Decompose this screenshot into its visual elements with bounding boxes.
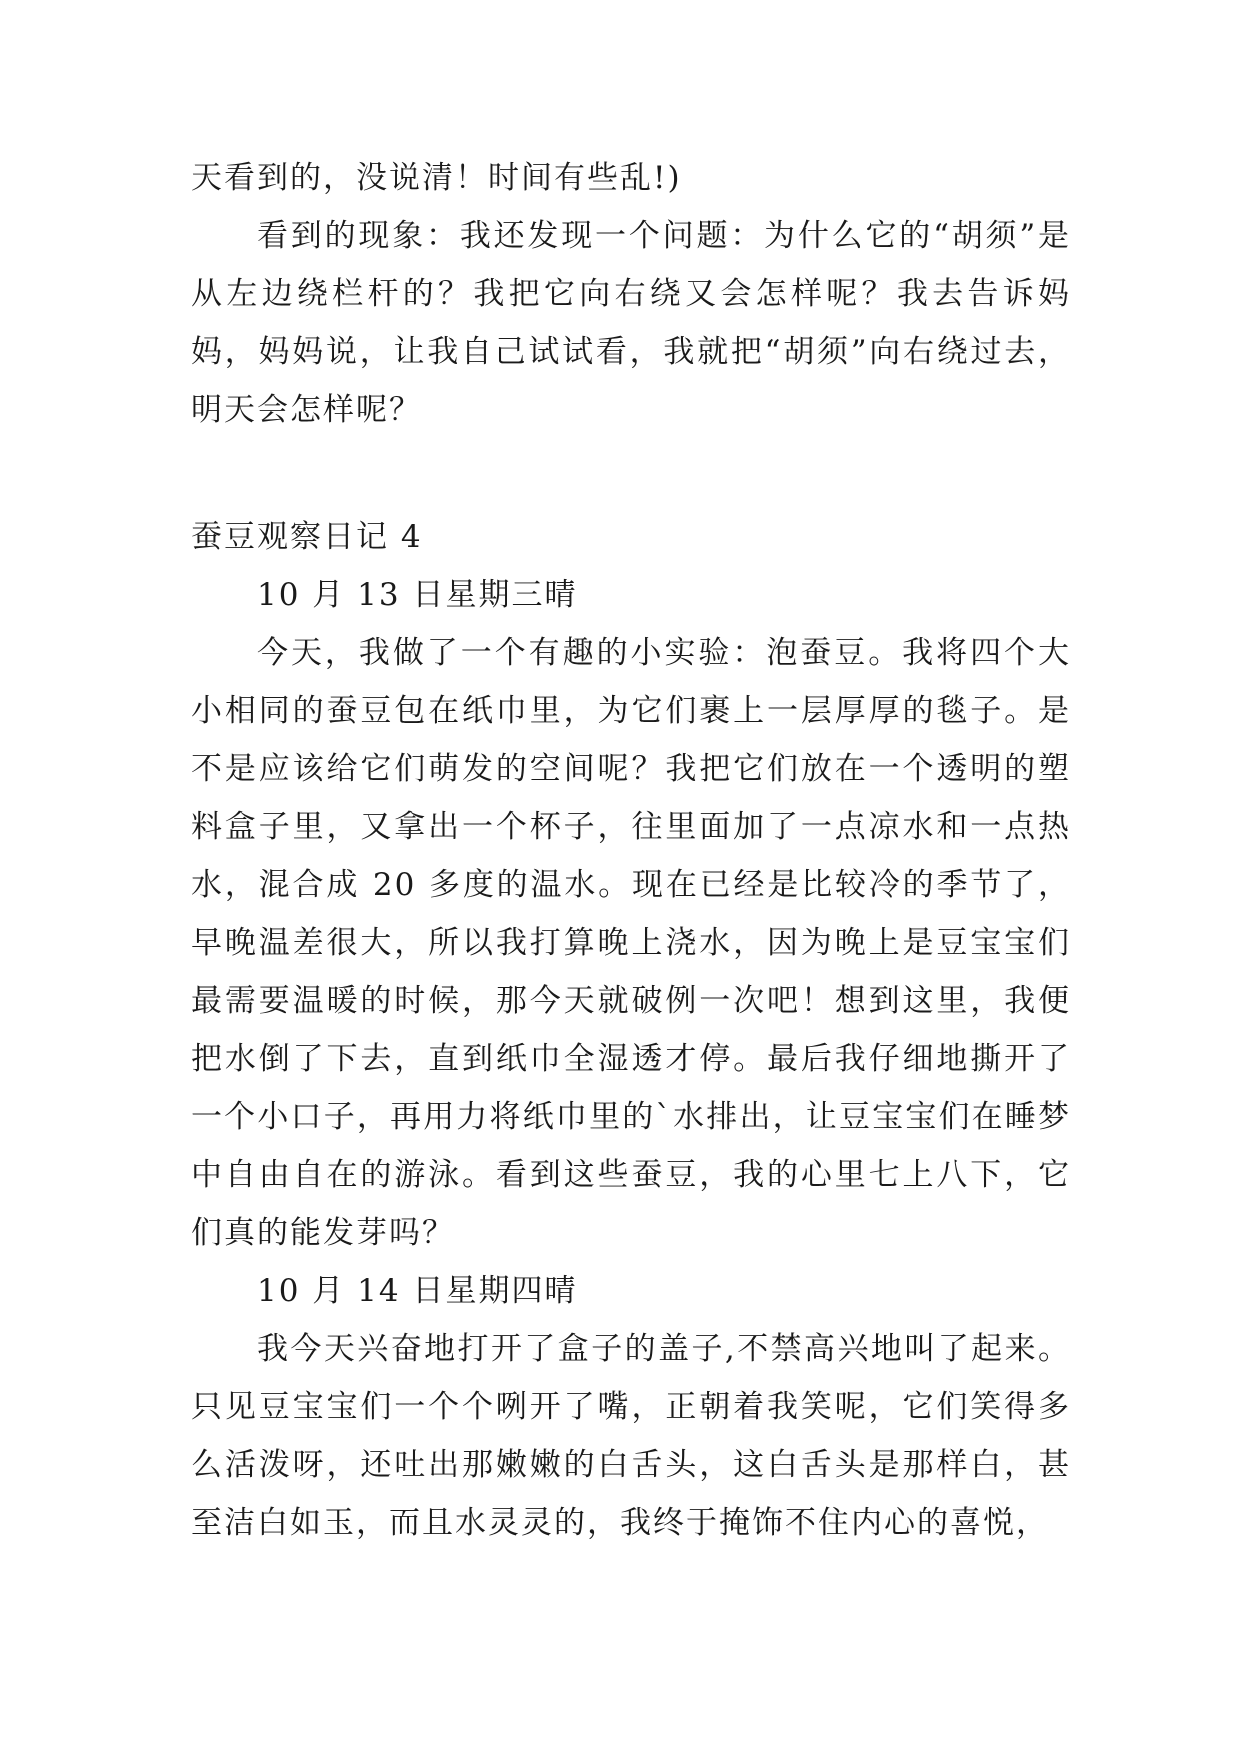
- continuation-line: 天看到的，没说清！时间有些乱!): [191, 160, 682, 196]
- entry-date-2: 10 月 14 日星期四晴: [257, 1273, 578, 1309]
- entry-date-1: 10 月 13 日星期三晴: [257, 577, 578, 613]
- observation-paragraph: 看到的现象：我还发现一个问题：为什么它的“胡须”是从左边绕栏杆的？我把它向右绕又会怎样呢？我去告诉妈妈，妈妈说，让我自己试试看，我就把“胡须”向右绕过去，明天会怎样呢？: [191, 218, 1071, 428]
- entry-paragraph-2: 我今天兴奋地打开了盒子的盖子,不禁高兴地叫了起来。只见豆宝宝们一个个咧开了嘴，正朝着我笑呢，它们笑得多么活泼呀，还吐出那嫩嫩的白舌头，这白舌头是那样白，甚至洁白如玉，而且水灵灵的，我终于掩饰不住内心的喜悦，: [191, 1331, 1071, 1541]
- entry-paragraph-1: 今天，我做了一个有趣的小实验：泡蚕豆。我将四个大小相同的蚕豆包在纸巾里，为它们裹上一层厚厚的毯子。是不是应该给它们萌发的空间呢？我把它们放在一个透明的塑料盒子里，又拿出一个杯子，往里面加了一点凉水和一点热水，混合成 20 多度的温水。现在已经是比较冷的季节了，早晚温差很大，所以我打算晚上浇水，因为晚上是豆宝宝们最需要温暖的时候，那今天就破例一次吧！想到这里，我便把水倒了下去，直到纸巾全湿透才停。最后我仔细地撕开了一个小口子，再用力将纸巾里的`水排出，让豆宝宝们在睡梦中自由自在的游泳。看到这些蚕豆，我的心里七上八下，它们真的能发芽吗？: [191, 635, 1071, 1251]
- section-title: 蚕豆观察日记 4: [191, 519, 423, 555]
